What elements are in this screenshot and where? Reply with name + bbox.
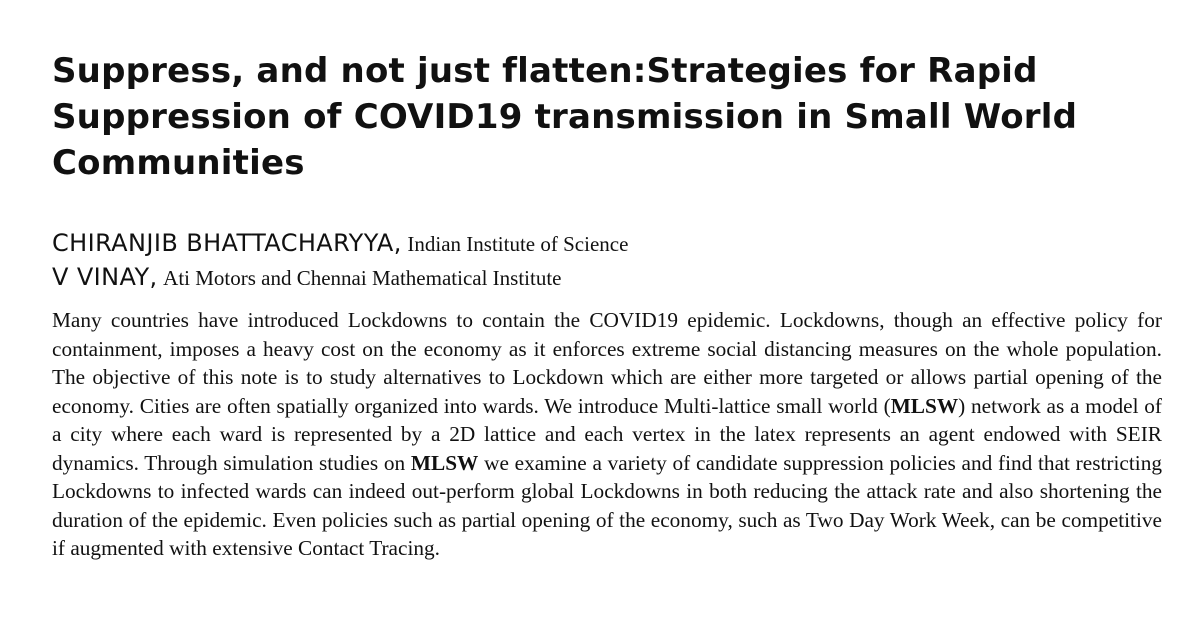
author-separator: , [149, 263, 158, 291]
author-affiliation: Indian Institute of Science [407, 232, 629, 256]
author-separator: , [393, 229, 402, 257]
author-list [52, 226, 1162, 294]
abstract [52, 306, 1162, 563]
abstract-text: Many countries have introduced Lockdowns to contain the COVID19 epidemic. Lockdowns, though an effective policy for containment, imposes a heavy cost on the economy as it enforces extreme social distancing measures on the whole population. The objective of this note is to study alternatives to Lockdown which are either more targeted or allows partial opening of the economy. Cities are often spatially organized into wards. We introduce Multi-lattice small world ( [52, 308, 1162, 418]
author-entry [52, 226, 1162, 260]
abstract-text: we examine a variety of candidate suppression policies and find that restricting Lockdowns to infected wards can indeed out-perform global Lockdowns in both reducing the attack rate and also shortening the duration of the epidemic. Even policies such as partial opening of the economy, such as Two Day Work Week, can be competitive if augmented with extensive Contact Tracing. [52, 450, 1162, 560]
abstract-term: MLSW [410, 450, 479, 475]
author-entry [52, 260, 1162, 294]
author-affiliation: Ati Motors and Chennai Mathematical Institute [163, 266, 562, 290]
abstract-term: MLSW [890, 393, 959, 418]
abstract-text: ) network as a model of a city where each ward is represented by a 2D lattice and each vertex in the latex represents an agent endowed with SEIR dynamics. Through simulation studies on [52, 393, 1162, 475]
paper-page [52, 48, 1162, 584]
paper-title: Suppress, and not just flatten:Strategies for Rapid Suppression of COVID19 transmission in Small World Communities [52, 51, 1078, 183]
author-name: V VINAY [52, 263, 150, 291]
author-name: CHIRANJIB BHATTACHARYYA [52, 229, 394, 257]
